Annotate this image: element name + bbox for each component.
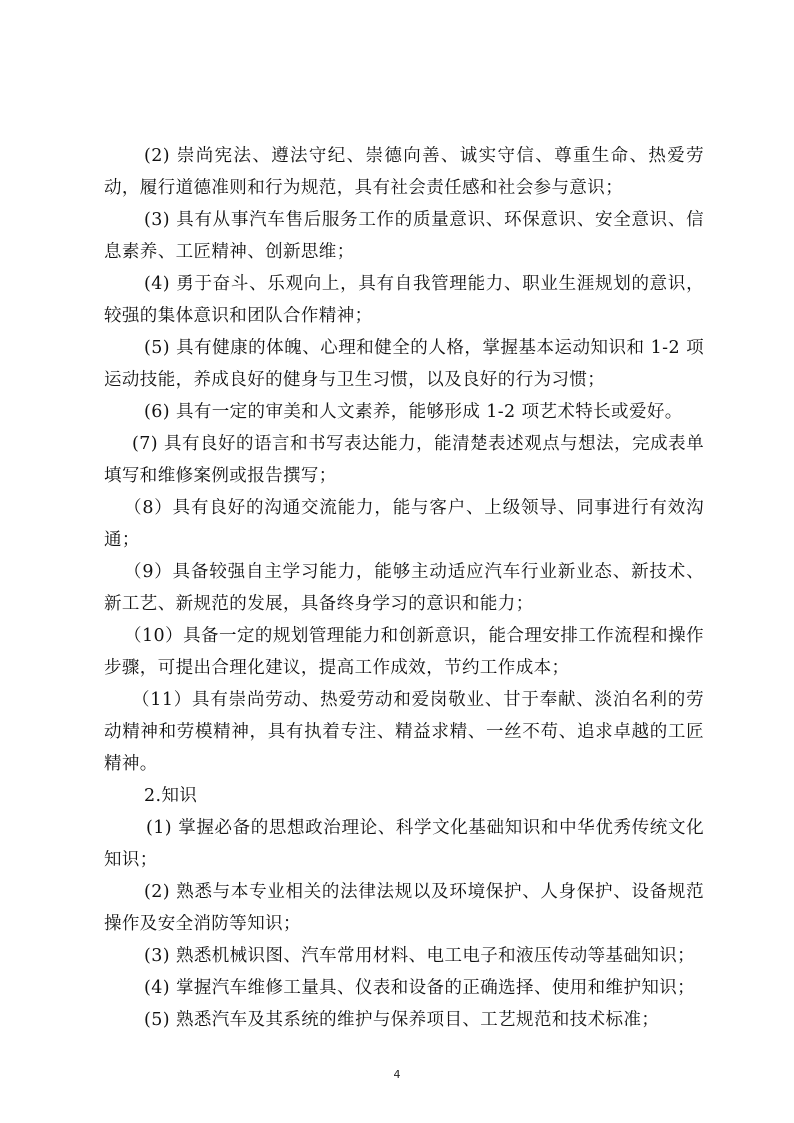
knowledge-item-4: (4) 掌握汽车维修工量具、仪表和设备的正确选择、使用和维护知识；	[144, 978, 696, 998]
quality-item-9: （9）具备较强自主学习能力，能够主动适应汽车行业新业态、新技术、新工艺、新规范的发展，具备终身学习的意识和能力；	[104, 562, 704, 614]
quality-item-10: （10）具备一定的规划管理能力和创新意识，能合理安排工作流程和操作步骤，可提出合理化建议，提高工作成效，节约工作成本；	[104, 626, 704, 678]
knowledge-item-3: (3) 熟悉机械识图、汽车常用材料、电工电子和液压传动等基础知识；	[144, 946, 696, 966]
knowledge-item-1: (1) 掌握必备的思想政治理论、科学文化基础知识和中华优秀传统文化知识；	[104, 818, 704, 870]
quality-item-3: (3) 具有从事汽车售后服务工作的质量意识、环保意识、安全意识、信息素养、工匠精神、创新思维；	[104, 210, 704, 262]
quality-item-4: (4) 勇于奋斗、乐观向上，具有自我管理能力、职业生涯规划的意识，较强的集体意识和团队合作精神；	[104, 274, 704, 326]
quality-item-5: (5) 具有健康的体魄、心理和健全的人格，掌握基本运动知识和 1-2 项运动技能，养成良好的健身与卫生习惯，以及良好的行为习惯；	[104, 338, 704, 390]
page-number: 4	[393, 1068, 401, 1081]
quality-item-11: （11）具有崇尚劳动、热爱劳动和爱岗敬业、甘于奉献、淡泊名利的劳动精神和劳模精神，具有执着专注、精益求精、一丝不苟、追求卓越的工匠精神。	[104, 690, 704, 774]
quality-item-6: (6) 具有一定的审美和人文素养，能够形成 1-2 项艺术特长或爱好。	[144, 402, 683, 422]
document-body	[104, 140, 704, 1036]
quality-item-7: (7) 具有良好的语言和书写表达能力，能清楚表述观点与想法，完成表单填写和维修案例或报告撰写；	[104, 434, 704, 486]
quality-item-2: (2) 崇尚宪法、遵法守纪、崇德向善、诚实守信、尊重生命、热爱劳动，履行道德准则和行为规范，具有社会责任感和社会参与意识；	[104, 146, 704, 198]
knowledge-item-5: (5) 熟悉汽车及其系统的维护与保养项目、工艺规范和技术标准；	[144, 1010, 660, 1030]
quality-item-8: （8）具有良好的沟通交流能力，能与客户、上级领导、同事进行有效沟通；	[104, 498, 704, 550]
knowledge-item-2: (2) 熟悉与本专业相关的法律法规以及环境保护、人身保护、设备规范操作及安全消防等知识；	[104, 882, 704, 934]
knowledge-heading: 2.知识	[144, 786, 198, 806]
